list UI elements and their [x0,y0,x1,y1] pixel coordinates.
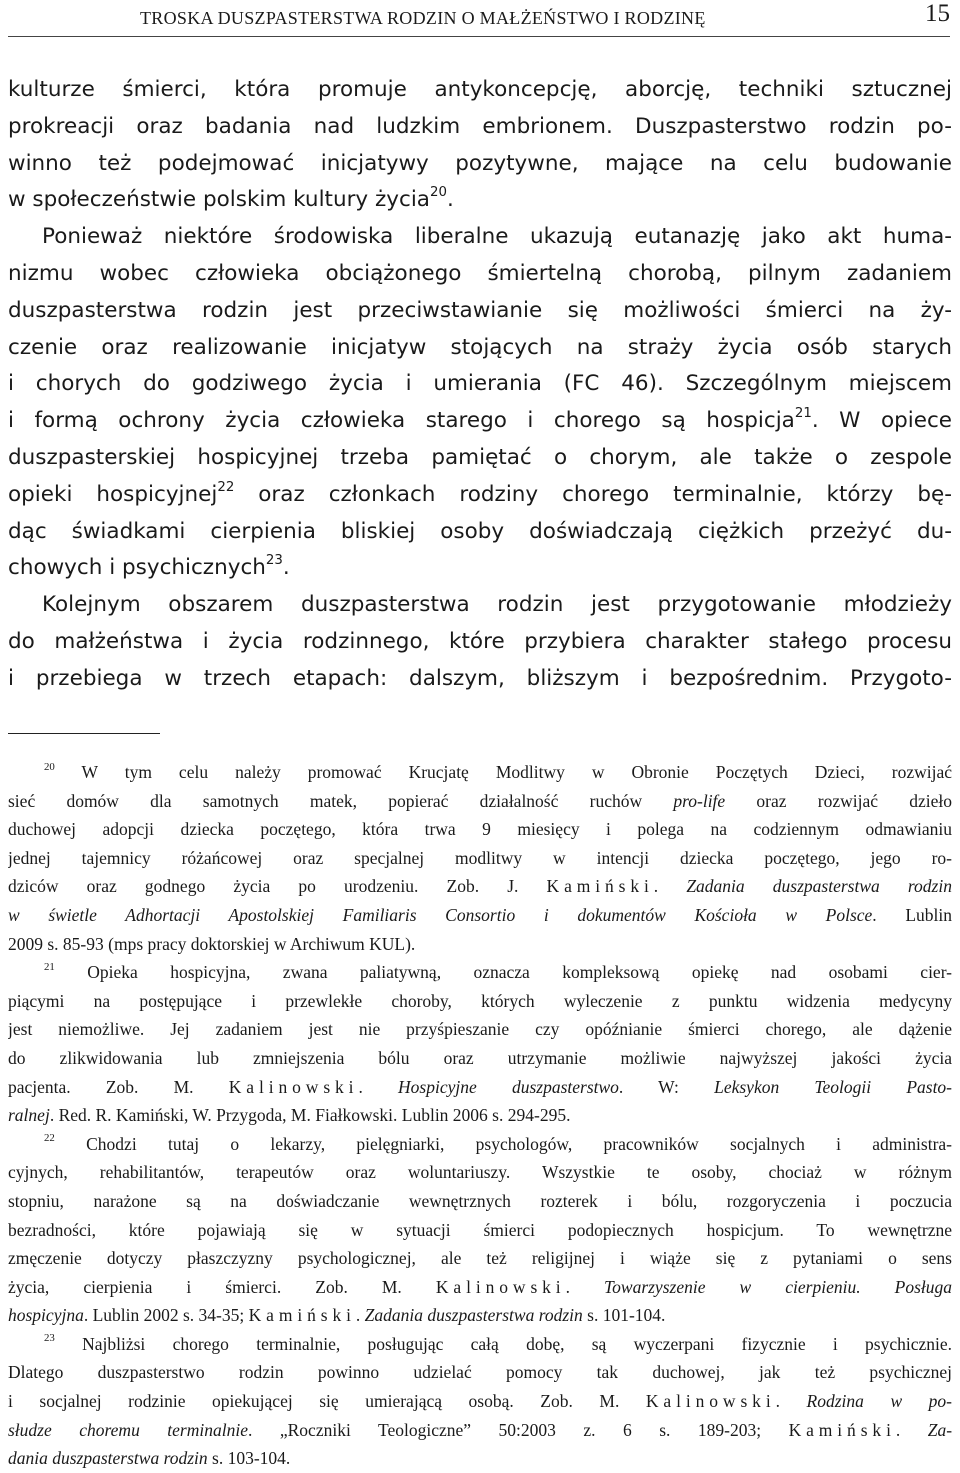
text-line [8,293,952,330]
footnote-line [8,1416,952,1445]
text-run: i formą ochrony życia człowieka starego i chorego są hospicja [8,408,795,434]
text-run: W tym celu należy promować Krucjatę Modlitwy w Obronie Poczętych Dzieci, rozwijać [54,762,952,782]
footnote-line [8,1073,952,1102]
italic-title: hospicyjna [8,1305,84,1326]
author-name: Kalinowski [228,1076,359,1097]
text-run: . [895,1419,928,1440]
text-line [8,440,952,477]
footnote-number: 23 [44,1332,55,1345]
main-text [8,72,952,698]
text-line [8,366,952,403]
text-run: jest niemożliwe. Jej zadaniem jest nie przyśpieszanie czy opóźnianie śmierci chorego, ale dążenie [8,1019,952,1040]
text-line [8,550,952,587]
text-run: do zlikwidowania lub zmniejszenia bólu oraz utrzymanie możliwie najwyższej jakości życia [8,1047,952,1068]
text-run: . Red. R. Kamiński, W. Przygoda, M. Fiałkowski. Lublin 2006 s. 294-295. [49,1105,571,1126]
italic-title: Za- [927,1419,952,1440]
text-run: . [446,187,454,213]
footnote-line [8,1273,952,1302]
text-run: piącymi na postępujące i przewlekłe choroby, których wyleczenie z punktu widzenia medycyny [8,990,952,1011]
text-run: życia, cierpienia i śmierci. Zob. M. [8,1276,436,1297]
text-line [8,72,952,109]
footnote-number: 21 [44,960,55,973]
text-run: . Lublin 2002 s. 34-35; [83,1305,249,1326]
text-run: dąc świadkami cierpienia bliskiej osoby doświadczają ciężkich przeżyć du- [8,518,952,544]
page-number: 15 [925,0,950,27]
footnote-ref: 23 [265,553,283,569]
text-run: s. 103-104. [207,1448,291,1469]
footnote-line [8,1015,952,1044]
footnote-number: 22 [44,1132,55,1145]
author-name: Kalinowski [435,1276,566,1297]
footnote-ref: 22 [217,479,235,495]
text-run: . W opiece [811,408,952,434]
text-run: w społeczeństwie polskim kultury życia [8,187,430,213]
text-run: nizmu wobec człowieka obciążonego śmiertelną chorobą, pilnym zadaniem [8,260,952,286]
text-run: s. 101-104. [582,1305,666,1326]
text-run: chowych i psychicznych [8,555,266,581]
text-line [8,403,952,440]
text-line [8,477,952,514]
text-line [8,146,952,183]
italic-title: Leksykon Teologii Pasto- [714,1076,952,1097]
footnote-line [8,787,952,816]
text-run: opieki hospicyjnej [8,481,218,507]
footnote-line [8,815,952,844]
text-line [8,661,952,698]
italic-title: w świetle Adhortacji Apostolskiej Familiaris Consortio i dokumentów Kościoła w Polsce [8,904,873,925]
text-run: do małżeństwa i życia rodzinnego, które przybiera charakter stałego procesu [8,628,952,654]
footnote-line [8,872,952,901]
text-run: zmęczenie dotyczy płaszczyzny psychologicznej, ale też religijnej i wiąże się z pytaniami o sens [8,1248,952,1269]
text-run: bezradności, które pojawiają się w sytuacji śmierci podopiecznych hospicjum. To wewnętrzne [8,1219,952,1240]
italic-title: dania duszpasterstwa rodzin [8,1448,208,1469]
footnote-line [8,1158,952,1187]
footnote-line [8,1301,952,1330]
footnote-ref: 20 [429,185,447,201]
text-run: oraz rozwijać dzieło [725,790,952,811]
footnote-line [8,1444,952,1473]
footnote-separator [8,733,160,734]
italic-title: Hospicyjne duszpasterstwo [398,1076,619,1097]
text-run: Dlatego duszpasterstwo rodzin powinno udzielać pomocy tak duchowej, jak też psychicznej [8,1362,952,1383]
footnote-line [8,1330,952,1359]
text-run: Opieka hospicyjna, zwana paliatywną, oznacza kompleksową opiekę nad osobami cier- [54,962,952,983]
text-run: pacjenta. Zob. M. [8,1076,229,1097]
page-header [8,0,950,37]
text-run: . [775,1391,807,1412]
text-run: czenie oraz realizowanie inicjatyw stojących na straży życia osób starych [8,334,952,360]
footnote-line [8,1187,952,1216]
text-run: Kolejnym obszarem duszpasterstwa rodzin jest przygotowanie młodzieży [42,592,952,618]
text-line [8,109,952,146]
text-run: i chorych do godziwego życia i umierania (FC 46). Szczególnym miejscem [8,371,952,397]
text-run: . [355,1305,365,1326]
text-run: duszpasterstwa rodzin jest przeciwstawianie się możliwości śmierci na ży- [8,297,952,323]
italic-title: słudze choremu terminalnie [8,1419,248,1440]
text-run: i przebiega w trzech etapach: dalszym, bliższym i bezpośrednim. Przygoto- [8,665,952,691]
text-line [8,587,952,624]
text-line [8,624,952,661]
italic-title: pro-life [673,790,726,811]
text-run: 2009 s. 85-93 (mps pracy doktorskiej w Archiwum KUL). [8,933,416,954]
text-run: . [565,1276,605,1297]
footnote-line [8,1044,952,1073]
text-run: Ponieważ niektóre środowiska liberalne ukazują eutanazję jako akt huma- [42,224,952,250]
footnote-line [8,1216,952,1245]
text-run: dziców oraz godnego życia po urodzeniu. Zob. J. [8,876,547,897]
footnote-line [8,844,952,873]
footnote-line [8,958,952,987]
footnote-ref: 21 [794,406,812,422]
italic-title: ralnej [8,1105,50,1126]
text-run: Najbliżsi chorego terminalnie, posługując całą dobę, są wyczerpani fizycznie i psychicznie. [54,1333,952,1354]
text-line [8,219,952,256]
text-line [8,514,952,551]
text-run: . [282,555,290,581]
footnote-line [8,987,952,1016]
text-run: Chodzi tutaj o lekarzy, pielęgniarki, psychologów, pracowników socjalnych i administra- [54,1133,952,1154]
text-run: jednej tajemnicy różańcowej oraz specjalnej modlitwy w intencji dziecka poczętego, jego ro- [8,847,952,868]
text-run: i socjalnej rodzinie opiekującej się umierającą osobą. Zob. M. [8,1391,646,1412]
author-name: Kamiński [788,1419,896,1440]
text-run: oraz członkach rodziny chorego terminalnie, którzy bę- [234,481,952,507]
footnote-line [8,758,952,787]
text-run: stopniu, narażone są na doświadczanie wewnętrznych rozterek i bólu, rozgoryczenia i poczucia [8,1190,952,1211]
italic-title: Towarzyszenie w cierpieniu. Posługa [604,1276,952,1297]
footnote-line [8,901,952,930]
author-name: Kalinowski [645,1391,776,1412]
text-line [8,330,952,367]
footnote-line [8,1244,952,1273]
italic-title: Rodzina w po- [806,1391,952,1412]
text-line [8,182,952,219]
text-run: winno też podejmować inicjatywy pozytywne, mające na celu budowanie [8,150,952,176]
text-run: duszpasterskiej hospicyjnej trzeba pamiętać o chorym, ale także o zespole [8,444,952,470]
footnote-number: 20 [44,760,55,773]
text-run: cyjnych, rehabilitantów, terapeutów oraz woluntariuszy. Wszystkie te osoby, chociaż w różnym [8,1162,952,1183]
text-run: duchowej adopcji dziecka poczętego, która trwa 9 miesięcy i polega na codziennym odmawianiu [8,819,952,840]
italic-title: Zadania duszpasterstwa rodzin [364,1305,583,1326]
text-run: prokreacji oraz badania nad ludzkim embrionem. Duszpasterstwo rodzin po- [8,113,952,139]
footnote-line [8,930,952,959]
footnote-line [8,1387,952,1416]
footnotes [8,758,952,1473]
author-name: Kamiński [546,876,654,897]
text-run: . Lublin [872,904,952,925]
text-run: sieć domów dla samotnych matek, popierać działalność ruchów [8,790,674,811]
text-run: . „Roczniki Teologiczne” 50:2003 z. 6 s. 189-203; [248,1419,789,1440]
italic-title: Zadania duszpasterstwa rodzin [686,876,952,897]
footnote-line [8,1358,952,1387]
text-run: . [653,876,687,897]
text-run: . W: [618,1076,715,1097]
text-run: kulturze śmierci, która promuje antykoncepcję, aborcję, techniki sztucznej [8,77,952,102]
footnote-line [8,1130,952,1159]
text-run: . [358,1076,399,1097]
running-head: TROSKA DUSZPASTERSTWA RODZIN O MAŁŻEŃSTWO I RODZINĘ [140,8,706,28]
text-line [8,256,952,293]
author-name: Kamiński [248,1305,356,1326]
footnote-line [8,1101,952,1130]
